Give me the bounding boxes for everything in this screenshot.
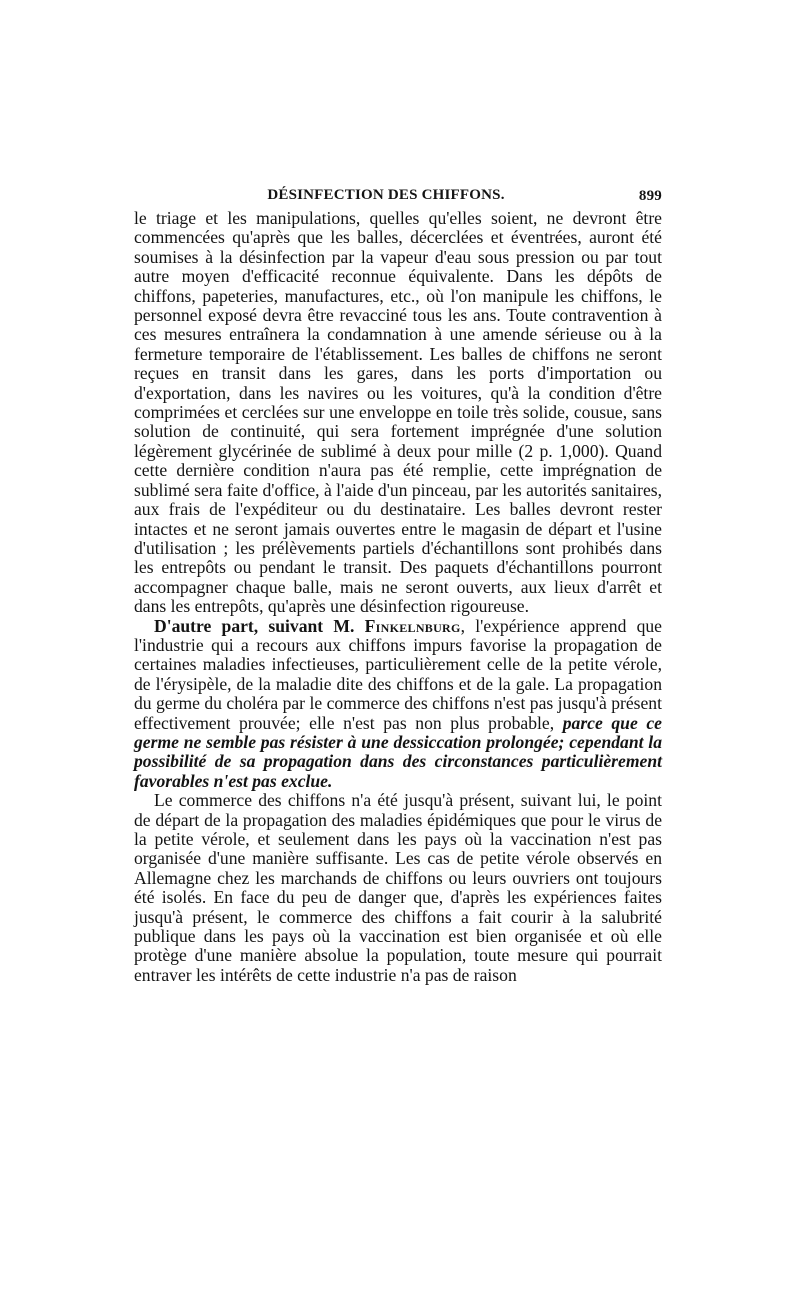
paragraph-1-text: le triage et les manipulations, quelles qu'elles soient, ne devront être commencées qu'après que les balles, décerclées et éventrées, auront été soumises à la désinfection par la vapeur d'eau sous pression ou par tout autre moyen d'efficacité reconnue équivalente. Dans les dépôts de chiffons, papeteries, manufactures, etc., où l'on manipule les chiffons, le personnel exposé devra être revacciné tous les ans. Toute contravention à ces mesures entraînera la condamnation à une amende sérieuse ou à la fermeture temporaire de l'établissement. Les balles de chiffons ne seront reçues en transit dans les gares, dans les ports d'importation ou d'exportation, dans les navires ou les voitures, qu'à la condition d'être comprimées et cerclées sur une enveloppe en toile très solide, cousue, sans solution de continuité, qui sera fortement imprégnée d'une solution légèrement glycérinée de sublimé à deux pour mille (2 p. 1,000). Quand cette dernière condition n'aura pas été remplie, cette imprégnation de sublimé sera faite d'office, à l'aide d'un pinceau, par les autorités sanitaires, aux frais de l'expéditeur ou du destinataire. Les balles devront rester intactes et ne seront jamais ouvertes entre le magasin de départ et l'usine d'utilisation ; les prélèvements partiels d'échantillons sont prohibés dans les entrepôts ou pendant le transit. Des paquets d'échantillons pourront accompagner chaque balle, mais ne seront ouverts, aux lieux d'arrêt et dans les entrepôts, qu'après une désinfection rigoureuse. <box>134 208 663 617</box>
running-title: DÉSINFECTION DES CHIFFONS. <box>267 187 505 203</box>
page-number: 899 <box>638 188 662 204</box>
page <box>134 183 662 985</box>
paragraph-3-text: Le commerce des chiffons n'a été jusqu'à présent, suivant lui, le point de départ de la propagation des maladies épidémiques que pour le virus de la petite vérole, et seulement dans les pays où la vaccination n'est pas organisée d'une manière suffisante. Les cas de petite vérole observés en Allemagne chez les marchands de chiffons ou leurs ouvriers ont toujours été isolés. En face du peu de danger que, d'après les expériences faites jusqu'à présent, le commerce des chiffons a fait courir à la salubrité publique dans les pays où la vaccination est bien organisée et où elle protège d'une manière absolue la population, toute mesure qui pourrait entraver les intérêts de cette industrie n'a pas de raison <box>134 790 662 985</box>
paragraph-2-lead: D'autre part, suivant M. <box>154 615 365 636</box>
paragraph-2-text: , l'expérience apprend que l'industrie qui a recours aux chiffons impurs favorise la propagation de certaines maladies infectieuses, particulièrement celle de la petite vérole, de l'érysipèle, de la maladie dite des chiffons et de la gale. La propagation du germe du choléra par le commerce des chiffons n'est pas jusqu'à présent effectivement prouvée; elle n'est pas non plus probable, <box>134 615 662 733</box>
paragraph-1 <box>134 209 662 617</box>
author-name: Finkelnburg <box>364 615 461 636</box>
paragraph-2-italic: parce que ce germe ne semble pas résister à une dessiccation prolongée; cependant la possibilité de sa propagation dans des circonstances particulièrement favorables n'est pas exclue. <box>134 712 662 791</box>
running-head <box>134 183 662 209</box>
paragraph-2 <box>134 617 662 792</box>
paragraph-3 <box>134 791 662 985</box>
